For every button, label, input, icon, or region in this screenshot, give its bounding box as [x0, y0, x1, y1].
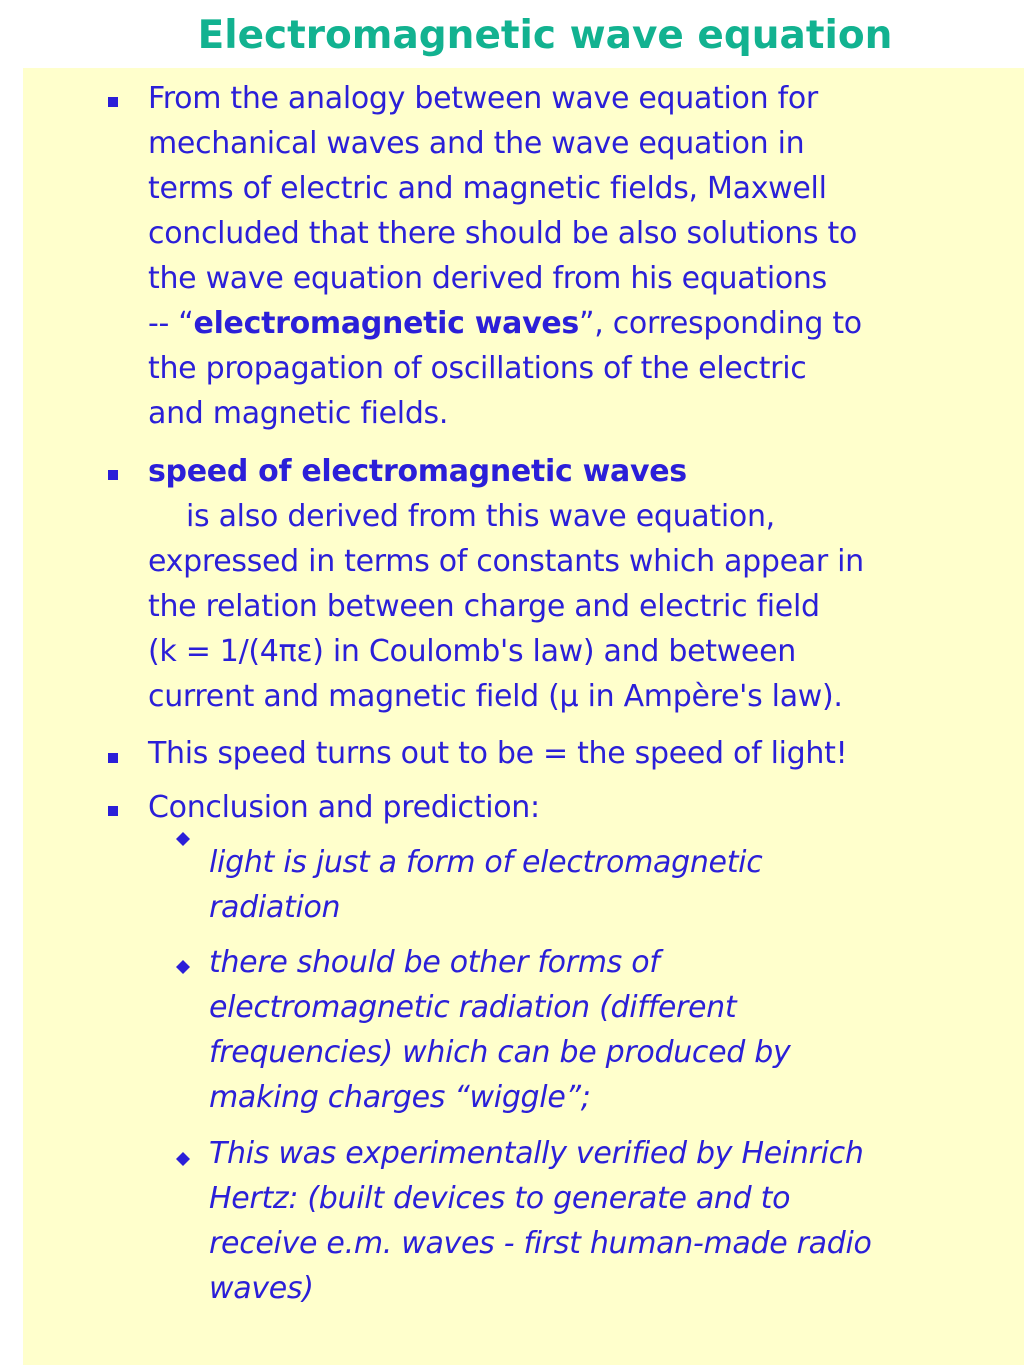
text-line: frequencies) which can be produced by [209, 1035, 791, 1070]
diamond-bullet-icon [176, 1152, 190, 1166]
bullet-speed-of-em-waves [148, 449, 1018, 719]
text-line: This speed turns out to be = the speed of light! [148, 736, 848, 771]
square-bullet-icon [108, 470, 118, 480]
emphasis-electromagnetic-waves: electromagnetic waves [193, 306, 579, 341]
text-line: light is just a form of electromagnetic [209, 845, 763, 880]
text-line: radiation [209, 890, 341, 925]
slide-title: Electromagnetic wave equation [197, 13, 893, 58]
text-line: and magnetic fields. [148, 396, 449, 431]
text-line: the wave equation derived from his equations [148, 261, 827, 296]
text-line: mechanical waves and the wave equation in [148, 126, 805, 161]
square-bullet-icon [108, 97, 118, 107]
text-line: the propagation of oscillations of the electric [148, 351, 807, 386]
bullet-conclusion [148, 785, 1018, 830]
text-line: there should be other forms of [209, 945, 660, 980]
text-line: (k = 1/(4πε) in Coulomb's law) and between [148, 634, 796, 669]
text-line: electromagnetic radiation (different [209, 990, 737, 1025]
text-line-em-waves [148, 301, 1018, 346]
sub-bullet-hertz [209, 1131, 1019, 1311]
text-line: concluded that there should be also solutions to [148, 216, 858, 251]
text-line: the relation between charge and electric field [148, 589, 820, 624]
text-line: waves) [209, 1271, 314, 1306]
text-prefix: -- “ [148, 306, 194, 341]
bullet-maxwell-analogy [148, 76, 1018, 436]
text-line: Conclusion and prediction: [148, 790, 540, 825]
sub-bullet-light-is-em [209, 840, 1019, 930]
text-line: receive e.m. waves - first human-made radio [209, 1226, 872, 1261]
square-bullet-icon [108, 806, 118, 816]
text-line: This was experimentally verified by Heinrich [209, 1136, 864, 1171]
text-line: current and magnetic field (μ in Ampère's law). [148, 679, 843, 714]
text-line: is also derived from this wave equation, [186, 499, 775, 534]
diamond-bullet-icon [176, 832, 190, 846]
diamond-bullet-icon [176, 960, 190, 974]
text-line: making charges “wiggle”; [209, 1080, 591, 1115]
text-line: From the analogy between wave equation for [148, 81, 818, 116]
text-line: terms of electric and magnetic fields, Maxwell [148, 171, 827, 206]
text-suffix: ”, corresponding to [579, 306, 862, 341]
text-line: Hertz: (built devices to generate and to [209, 1181, 791, 1216]
text-line: expressed in terms of constants which appear in [148, 544, 864, 579]
bullet-heading: speed of electromagnetic waves [148, 454, 687, 489]
bullet-speed-of-light [148, 731, 1018, 776]
sub-bullet-other-radiation [209, 940, 1019, 1120]
square-bullet-icon [108, 753, 118, 763]
